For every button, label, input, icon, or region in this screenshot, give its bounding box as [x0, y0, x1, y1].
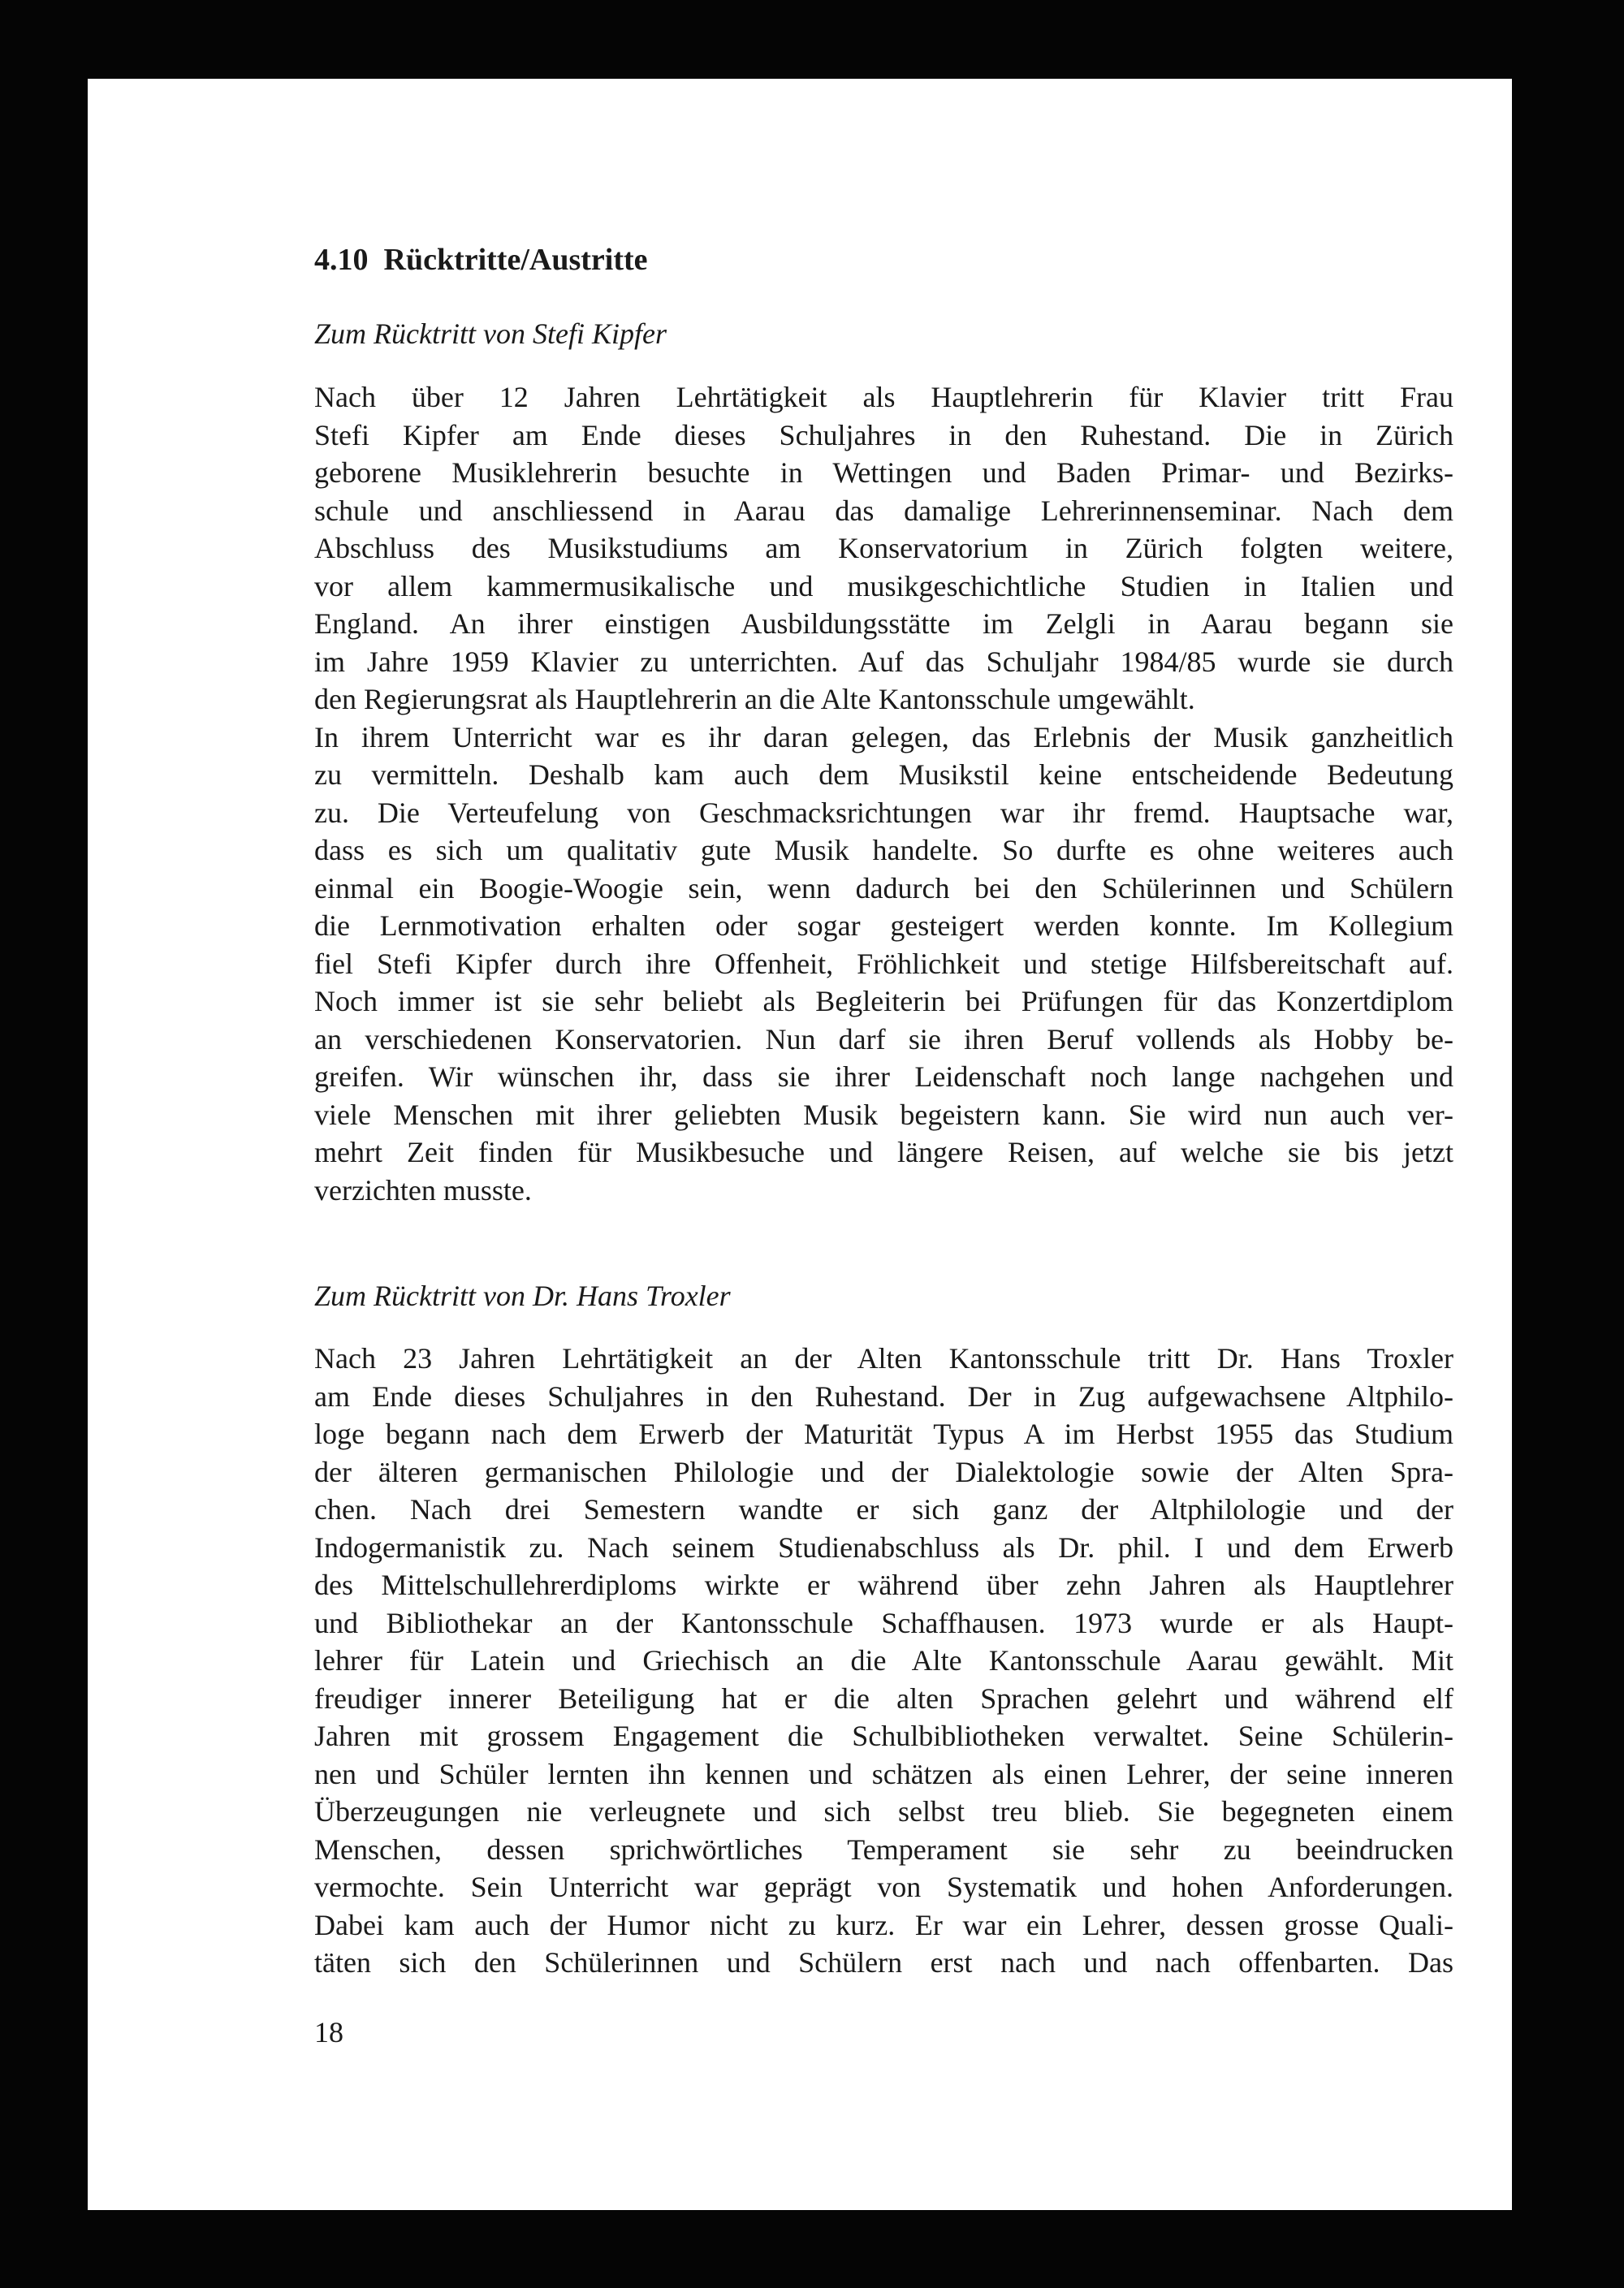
text-line: geborene Musiklehrerin besuchte in Wettingen und Baden Primar- und Bezirks- — [314, 456, 1453, 489]
text-line: zu. Die Verteufelung von Geschmacksrichtungen war ihr fremd. Hauptsache war, — [314, 796, 1453, 829]
text-line: zu vermitteln. Deshalb kam auch dem Musikstil keine entscheidende Bedeutung — [314, 758, 1453, 791]
text-line: mehrt Zeit finden für Musikbesuche und längere Reisen, auf welche sie bis jetzt — [314, 1136, 1453, 1168]
section-body-kipfer — [314, 378, 1453, 1209]
text-line: lehrer für Latein und Griechisch an die Alte Kantonsschule Aarau gewählt. Mit — [314, 1644, 1453, 1677]
text-line: England. An ihrer einstigen Ausbildungsstätte im Zelgli in Aarau begann sie — [314, 607, 1453, 640]
text-line: Noch immer ist sie sehr beliebt als Begleiterin bei Prüfungen für das Konzertdiplom — [314, 985, 1453, 1017]
text-line: Stefi Kipfer am Ende dieses Schuljahres in den Ruhestand. Die in Zürich — [314, 418, 1453, 451]
text-line: viele Menschen mit ihrer geliebten Musik begeistern kann. Sie wird nun auch ver- — [314, 1098, 1453, 1131]
text-line: Dabei kam auch der Humor nicht zu kurz. Er war ein Lehrer, dessen grosse Quali- — [314, 1908, 1453, 1941]
section-body-troxler — [314, 1340, 1453, 1982]
text-line: Nach über 12 Jahren Lehrtätigkeit als Hauptlehrerin für Klavier tritt Frau — [314, 381, 1453, 413]
text-line: vermochte. Sein Unterricht war geprägt von Systematik und hohen Anforderungen. — [314, 1871, 1453, 1903]
text-line: In ihrem Unterricht war es ihr daran gelegen, das Erlebnis der Musik ganzheitlich — [314, 720, 1453, 753]
text-line: verzichten musste. — [314, 1173, 532, 1207]
section-heading: 4.10 Rücktritte/Austritte — [314, 243, 648, 277]
subtitle-kipfer: Zum Rücktritt von Stefi Kipfer — [314, 317, 667, 350]
text-line: schule und anschliessend in Aarau das damalige Lehrerinnenseminar. Nach dem — [314, 494, 1453, 527]
text-line: chen. Nach drei Semestern wandte er sich ganz der Altphilologie und der — [314, 1493, 1453, 1526]
text-line: freudiger innerer Beteiligung hat er die alten Sprachen gelehrt und während elf — [314, 1681, 1453, 1715]
text-line: Jahren mit grossem Engagement die Schulbibliotheken verwaltet. Seine Schülerin- — [314, 1720, 1453, 1752]
text-line: vor allem kammermusikalische und musikgeschichtliche Studien in Italien und — [314, 569, 1453, 602]
text-line: der älteren germanischen Philologie und der Dialektologie sowie der Alten Spra- — [314, 1455, 1453, 1488]
text-line: die Lernmotivation erhalten oder sogar gesteigert werden konnte. Im Kollegium — [314, 909, 1453, 942]
text-line: nen und Schüler lernten ihn kennen und schätzen als einen Lehrer, der seine inneren — [314, 1757, 1453, 1790]
text-line: an verschiedenen Konservatorien. Nun darf sie ihren Beruf vollends als Hobby be- — [314, 1022, 1453, 1056]
text-line: des Mittelschullehrerdiploms wirkte er während über zehn Jahren als Hauptlehrer — [314, 1569, 1453, 1601]
text-line: und Bibliothekar an der Kantonsschule Schaffhausen. 1973 wurde er als Haupt- — [314, 1606, 1453, 1639]
text-line: am Ende dieses Schuljahres in den Ruhestand. Der in Zug aufgewachsene Altphilo- — [314, 1379, 1453, 1413]
text-line: Indogermanistik zu. Nach seinem Studienabschluss als Dr. phil. I und dem Erwerb — [314, 1530, 1453, 1564]
text-line: täten sich den Schülerinnen und Schülern erst nach und nach offenbarten. Das — [314, 1946, 1453, 1979]
text-line: Nach 23 Jahren Lehrtätigkeit an der Alten Kantonsschule tritt Dr. Hans Troxler — [314, 1342, 1453, 1375]
text-line: Überzeugungen nie verleugnete und sich selbst treu blieb. Sie begegneten einem — [314, 1795, 1453, 1828]
text-line: den Regierungsrat als Hauptlehrerin an die Alte Kantonsschule umgewählt. — [314, 683, 1195, 715]
subtitle-troxler: Zum Rücktritt von Dr. Hans Troxler — [314, 1280, 731, 1312]
page-number: 18 — [314, 2016, 343, 2048]
text-line: Menschen, dessen sprichwörtliches Temperament sie sehr zu beeindrucken — [314, 1833, 1453, 1866]
text-line: Abschluss des Musikstudiums am Konservatorium in Zürich folgten weitere, — [314, 532, 1453, 564]
text-line: einmal ein Boogie-Woogie sein, wenn dadurch bei den Schülerinnen und Schülern — [314, 871, 1453, 904]
text-line: fiel Stefi Kipfer durch ihre Offenheit, Fröhlichkeit und stetige Hilfsbereitschaft auf. — [314, 947, 1453, 980]
text-line: im Jahre 1959 Klavier zu unterrichten. Auf das Schuljahr 1984/85 wurde sie durch — [314, 645, 1453, 678]
text-line: greifen. Wir wünschen ihr, dass sie ihrer Leidenschaft noch lange nachgehen und — [314, 1060, 1453, 1093]
text-line: loge begann nach dem Erwerb der Maturität Typus A im Herbst 1955 das Studium — [314, 1418, 1453, 1450]
text-line: dass es sich um qualitativ gute Musik handelte. So durfte es ohne weiteres auch — [314, 834, 1453, 866]
